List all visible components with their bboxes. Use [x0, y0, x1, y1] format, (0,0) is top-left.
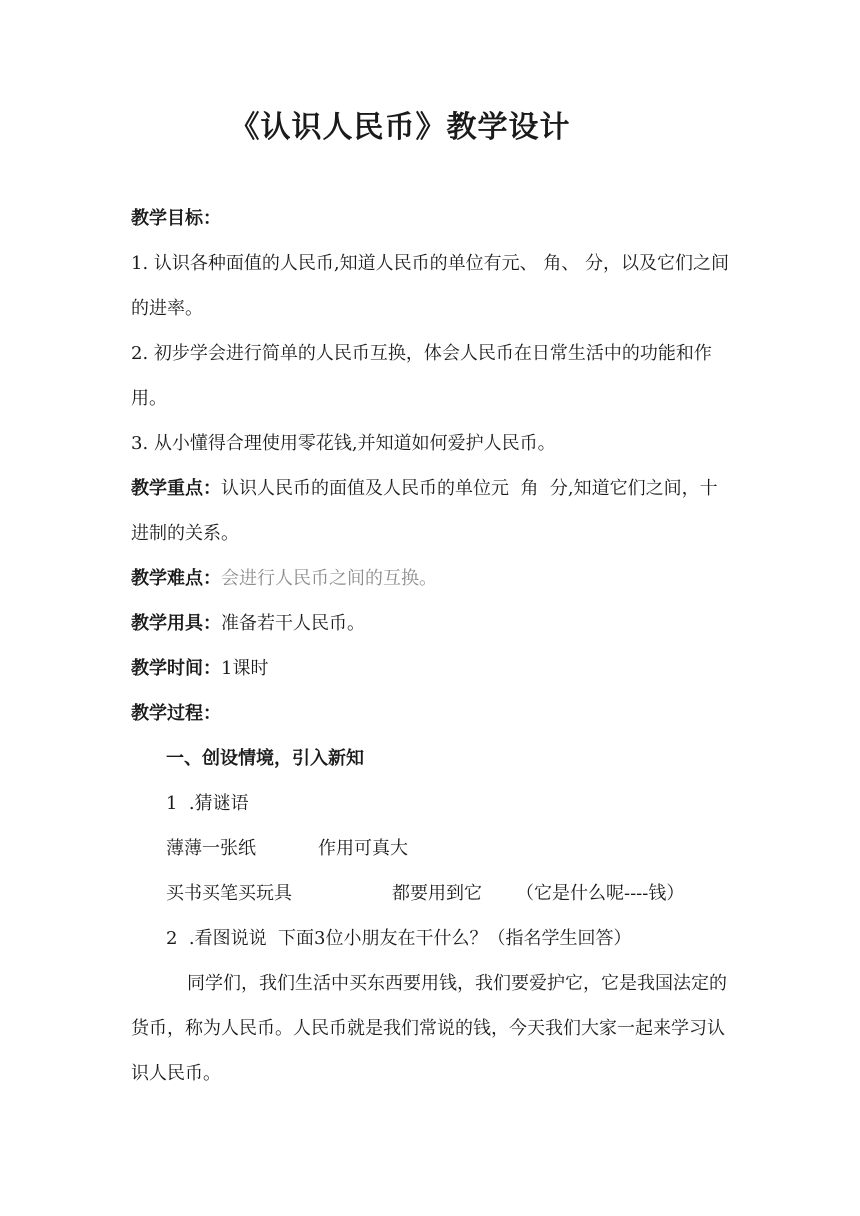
key-points-text: 认识人民币的面值及人民币的单位元 角 分,知道它们之间，十进制的关系。 [131, 478, 718, 544]
document-body [131, 196, 731, 1096]
difficulty-paragraph [131, 556, 731, 601]
tools-label: 教学用具： [131, 613, 221, 634]
objectives-heading: 教学目标： [131, 208, 221, 229]
objective-item-1: 1. 认识各种面值的人民币,知道人民币的单位有元、 角、 分，以及它们之间的进率。 [131, 253, 730, 319]
riddle-line-2 [131, 871, 731, 916]
intro-paragraph: 同学们，我们生活中买东西要用钱，我们要爱护它，它是我国法定的货币，称为人民币。人民币就是我们常说的钱，今天我们大家一起来学习认识人民币。 [131, 973, 727, 1084]
section1-heading: 一、创设情境，引入新知 [166, 748, 364, 769]
objective-item-2: 2. 初步学会进行简单的人民币互换，体会人民币在日常生活中的功能和作用。 [131, 343, 712, 409]
riddle-line-2-part-a: 买书买笔买玩具 [166, 883, 292, 904]
document-title: 《认识人民币》教学设计 [229, 110, 571, 145]
tools-text: 准备若干人民币。 [221, 613, 365, 634]
difficulty-text: 会进行人民币之间的互换。 [221, 568, 437, 589]
process-heading: 教学过程： [131, 703, 221, 724]
objective-item-3: 3. 从小懂得合理使用零花钱,并知道如何爱护人民币。 [131, 433, 556, 454]
time-paragraph [131, 646, 731, 691]
riddle-line-1-part-a: 薄薄一张纸 [166, 838, 256, 859]
step1-line: 1 .猜谜语 [166, 793, 249, 814]
step2-line: 2 .看图说说 下面3位小朋友在干什么？（指名学生回答） [166, 928, 632, 949]
riddle-line-1 [131, 826, 731, 871]
time-label: 教学时间： [131, 658, 221, 679]
difficulty-label: 教学难点： [131, 568, 221, 589]
key-points-paragraph [131, 466, 731, 556]
riddle-line-2-part-b: 都要用到它 [392, 883, 482, 904]
riddle-line-2-part-c: （它是什么呢----钱） [516, 883, 685, 904]
key-points-label: 教学重点： [131, 478, 221, 499]
riddle-line-1-part-b: 作用可真大 [318, 838, 408, 859]
time-text: 1课时 [221, 658, 269, 679]
tools-paragraph [131, 601, 731, 646]
